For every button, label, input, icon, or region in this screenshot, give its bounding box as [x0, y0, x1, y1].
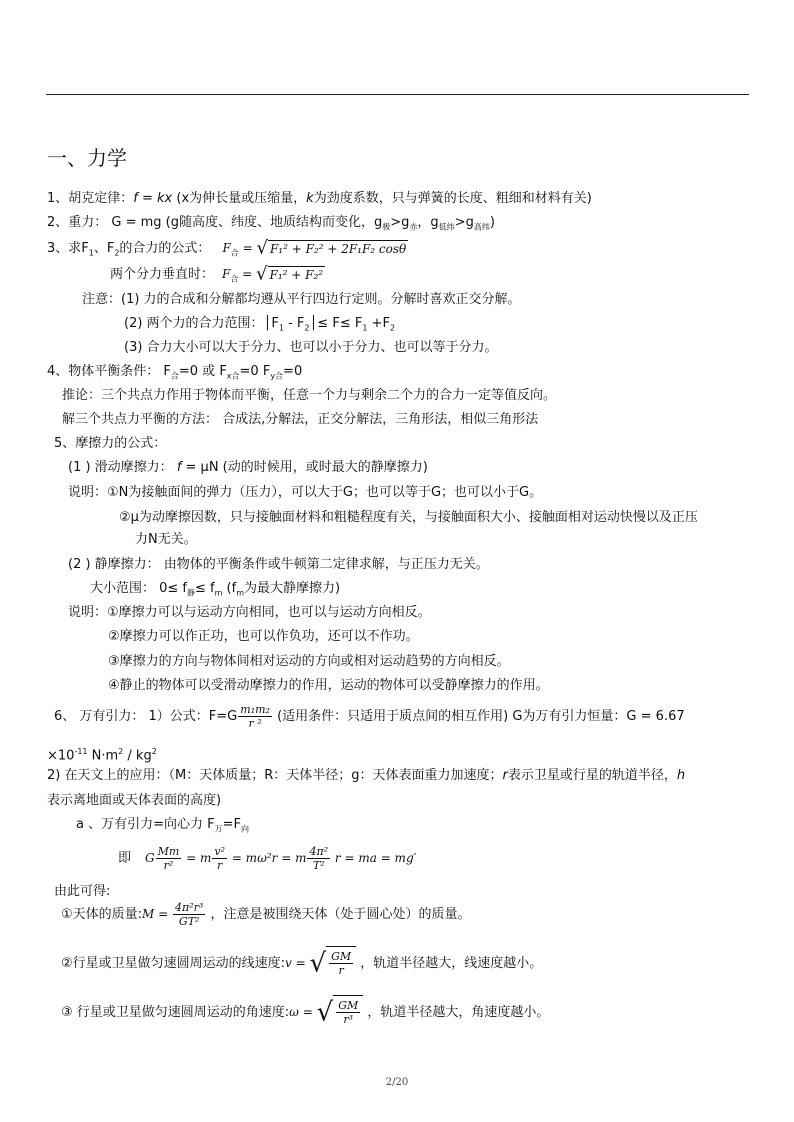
subscript: 向 [240, 824, 249, 834]
text: (适用条件：只适用于质点间的相互作用) G为万有引力恒量：G = 6.67 [272, 709, 685, 724]
subscript: 合 [230, 248, 239, 258]
subscript: x合 [226, 371, 240, 381]
text: 即 [118, 851, 132, 866]
equals: = [298, 1005, 317, 1019]
perpendicular-forces-line [110, 263, 325, 288]
text: 2、重力： G = mg (g随高度、纬度、地质结构而变化，g [47, 215, 383, 230]
text: ，注意是被围绕天体（处于圆心处）的质量。 [206, 907, 471, 922]
sqrt: √ F₁² + F₂² + 2F₁F₂ cosθ [256, 237, 407, 259]
text: 、F [93, 241, 115, 256]
astronomy-application-cont: 表示离地面或天体表面的高度) [47, 793, 222, 808]
equals: = [238, 241, 257, 255]
text: │≤ F≤ F [309, 316, 363, 331]
text: 4、物体平衡条件： F [47, 364, 171, 379]
header-rule [46, 94, 749, 95]
solution-methods-line: 解三个共点力平衡的方法： 合成法,分解法，正交分解法，三角形法，相似三角形法 [62, 412, 539, 427]
angular-fraction [336, 999, 360, 1026]
sliding-note-2-cont: 力N无关。 [135, 532, 197, 547]
section-title: 一、力学 [47, 146, 127, 170]
sqrt: √ $\frac{GM}{\text{r³}}$ [317, 995, 364, 1030]
subscript: 高纬 [473, 222, 490, 232]
subscript: 静 [187, 588, 196, 598]
text: 的合力的公式： [119, 241, 211, 256]
note-1-line: 注意：(1) 力的合成和分解都均遵从平行四边行定则。分解时喜欢正交分解。 [82, 292, 521, 307]
subscript: y合 [270, 371, 284, 381]
centripetal-line [76, 817, 249, 838]
text: >g [454, 215, 474, 230]
M-symbol: M [142, 907, 155, 921]
sliding-note-1: 说明：①N为接触面间的弹力（压力），可以大于G；也可以等于G；也可以小于G。 [68, 485, 543, 500]
derivation-intro: 由此可得: [54, 884, 111, 899]
text: 3、求F [47, 241, 89, 256]
gravitation-constant-line [47, 744, 157, 764]
subscript: 2 [114, 248, 120, 258]
subscript: 赤 [409, 222, 418, 232]
exponent: 2 [118, 747, 124, 756]
equals: = [238, 267, 257, 281]
static-range-line [90, 581, 340, 602]
text: 1、胡克定律： [47, 191, 134, 206]
text: 表示卫星或行星的轨道半径， [507, 768, 677, 783]
text: (2) 两个力的合力范围：│F [124, 316, 279, 331]
r-symbol: r [502, 768, 508, 783]
sliding-friction-line [68, 460, 428, 476]
numerator: v² [214, 845, 225, 858]
mass-fraction [173, 901, 205, 928]
gravity-line [47, 215, 495, 236]
hooke-law-line [47, 191, 592, 207]
radicand [333, 995, 363, 1030]
text: = [137, 191, 158, 206]
numerator: 4π²r³ [175, 901, 204, 914]
text: / kg [123, 748, 152, 764]
k-symbol: k [306, 191, 314, 206]
f-symbol: f [133, 191, 138, 206]
subscript: 合 [230, 274, 239, 284]
F-symbol: F [222, 267, 231, 281]
note-2-line [124, 316, 395, 337]
denominator: r³ [343, 1013, 354, 1026]
text: 为最大静摩擦力) [244, 581, 341, 596]
subscript: 1 [88, 248, 94, 258]
text: =0 [283, 364, 303, 379]
static-note-2: ②摩擦力可以作正功，也可以作负功，还可以不作功。 [108, 629, 419, 644]
kx-symbol: kx [157, 191, 173, 206]
radicand: F₁² + F₂² [269, 268, 324, 282]
subscript: 2 [389, 323, 396, 333]
text: =0 或 F [178, 364, 227, 379]
sqrt: √ $\frac{GM}{r}$ [310, 946, 357, 981]
astronomy-application-line [47, 768, 685, 784]
radicand [326, 946, 356, 981]
sqrt: √ F₁² + F₂² [256, 263, 324, 285]
centripetal-equation-line [118, 842, 416, 875]
numerator: m₁m₂ [240, 703, 270, 716]
h-symbol: h [676, 768, 686, 783]
text: ①天体的质量: [61, 907, 143, 922]
f-symbol: f [176, 460, 182, 475]
text: - F [283, 316, 305, 331]
text: ②行星或卫星做匀速圆周运动的线速度: [61, 956, 286, 971]
subscript: 2 [304, 323, 310, 333]
v-symbol: v [285, 956, 292, 970]
text: ，g [417, 215, 439, 230]
text: ≤ f [195, 581, 215, 596]
orbital-velocity-line [61, 946, 542, 981]
equation-part: r = ma = mg′ [331, 851, 417, 865]
text: ，轨道半径越大，角速度越小。 [363, 1005, 550, 1020]
text: 2) 在天文上的应用：（M：天体质量；R：天体半径；g：天体表面重力加速度； [47, 768, 503, 783]
text: =F [222, 817, 241, 832]
denominator: T² [312, 859, 325, 872]
equation-part: = mω²r = m [228, 851, 307, 865]
denominator: r [217, 859, 223, 872]
numerator: GM [331, 950, 352, 963]
text: 为劲度系数，只与弹簧的长度、粗细和材料有关) [313, 191, 592, 206]
gravitation-fraction [238, 703, 272, 730]
resultant-formula [222, 237, 408, 259]
equilibrium-condition-line [47, 364, 302, 385]
equals: = [291, 956, 310, 970]
text: (f [222, 581, 237, 596]
denominator: r² [163, 859, 174, 872]
text: 两个分力垂直时： [110, 267, 215, 282]
denominator: GT² [178, 915, 200, 928]
text: >g [390, 215, 410, 230]
corollary-line: 推论：三个共点力作用于物体而平衡，任意一个力与剩余二个力的合力一定等值反向。 [62, 388, 557, 403]
static-note-3: ③摩擦力的方向与物体间相对运动的方向或相对运动趋势的方向相反。 [108, 654, 510, 669]
fraction-v2-r [212, 845, 227, 872]
static-note-4: ④静止的物体可以受滑动摩擦力的作用，运动的物体可以受静摩擦力的作用。 [108, 678, 549, 693]
text: = μN (动的时候用，或时最大的静摩擦力) [181, 460, 428, 475]
text: ×10 [47, 748, 75, 764]
text: 大小范围： 0≤ f [90, 581, 188, 596]
G-symbol: G [145, 851, 155, 865]
resultant-force-formula-line [47, 237, 408, 262]
centripetal-equation [145, 845, 417, 872]
text: (1 ) 滑动摩擦力： [68, 460, 177, 475]
subscript: 1 [278, 323, 284, 333]
subscript: 低纬 [438, 222, 455, 232]
fraction-4pi2-T2 [307, 845, 330, 872]
subscript: 合 [170, 371, 179, 381]
page-number: 2/20 [385, 1077, 409, 1088]
note-3-line: (3) 合力大小可以大于分力、也可以小于分力、也可以等于分力。 [124, 340, 498, 355]
angular-velocity-line [61, 995, 549, 1030]
exponent: 2 [151, 747, 157, 756]
sliding-note-2: ②μ为动摩擦因数，只与接触面材料和粗糙程度有关，与接触面积大小、接触面相对运动快慢以及正压 [119, 510, 698, 525]
radicand: F₁² + F₂² + 2F₁F₂ cosθ [269, 242, 407, 256]
subscript: 极 [382, 222, 391, 232]
subscript: 1 [362, 323, 368, 333]
central-mass-line [61, 897, 470, 932]
static-note-1: 说明：①摩擦力可以与运动方向相同，也可以与运动方向相反。 [68, 605, 431, 620]
omega-symbol: ω [289, 1005, 299, 1019]
text: ) [489, 215, 495, 230]
friction-heading: 5、摩擦力的公式： [54, 436, 167, 451]
F-symbol: F [222, 241, 231, 255]
denominator: r [338, 964, 344, 977]
text: ③ 行星或卫星做匀速圆周运动的角速度: [61, 1005, 290, 1020]
numerator: Mm [157, 845, 180, 858]
denominator: r ² [248, 717, 262, 730]
fraction-Mm-r2 [156, 845, 182, 872]
text: =0 F [239, 364, 271, 379]
subscript: m [214, 588, 223, 598]
exponent: -11 [74, 747, 88, 756]
perpendicular-formula [222, 263, 325, 285]
static-friction-line: (2 ) 静摩擦力： 由物体的平衡条件或牛顿第二定律求解，与正压力无关。 [68, 557, 489, 572]
subscript: m [236, 588, 244, 598]
numerator: 4π² [309, 845, 329, 858]
numerator: GM [338, 999, 359, 1012]
velocity-fraction [329, 950, 353, 977]
text: ，轨道半径越大，线速度越小。 [356, 956, 543, 971]
equation-part: = m [182, 851, 212, 865]
text: a 、万有引力=向心力 F [76, 817, 215, 832]
text: 6、 万有引力： 1）公式：F=G [54, 709, 238, 724]
gravitation-formula-line [54, 702, 685, 732]
equals: = [154, 907, 173, 921]
text: +F [367, 316, 390, 331]
text: N·m [87, 748, 119, 764]
subscript: 万 [214, 824, 223, 834]
text: (x为伸长量或压缩量， [172, 191, 307, 206]
